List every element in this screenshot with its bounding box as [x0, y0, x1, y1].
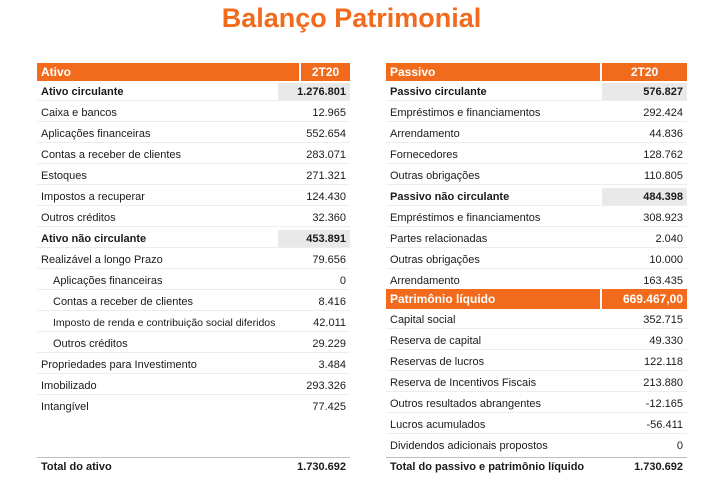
table-row: [37, 104, 350, 122]
passivo-table: [386, 63, 687, 478]
row-value-cell: [278, 377, 350, 394]
row-label: Contas a receber de clientes: [53, 296, 194, 308]
row-value: 49.330: [649, 335, 683, 347]
total-row: [386, 457, 687, 475]
row-value-cell: [278, 125, 350, 142]
row-label: Reserva de capital: [390, 335, 482, 347]
row-label: Arrendamento: [390, 275, 460, 287]
row-value-cell: [602, 83, 687, 100]
row-value: -56.411: [646, 419, 683, 431]
row-label: Realizável a longo Prazo: [41, 254, 163, 266]
ativo-header-period: 2T20: [311, 65, 340, 79]
table-row: [37, 146, 350, 164]
row-value-cell: [602, 209, 687, 226]
row-value: 213.880: [643, 377, 683, 389]
table-row: [386, 416, 687, 434]
row-label: Empréstimos e financiamentos: [390, 107, 541, 119]
row-value-cell: [602, 125, 687, 142]
row-value: 669.467,00: [622, 292, 683, 306]
row-value-cell: [602, 289, 687, 309]
row-label: Lucros acumulados: [390, 419, 486, 431]
row-label: Outros créditos: [41, 212, 116, 224]
row-label: Ativo circulante: [41, 86, 124, 98]
row-value-cell: [602, 272, 687, 289]
row-value: 32.360: [312, 212, 346, 224]
total-value-cell: [278, 458, 350, 475]
row-value-cell: [278, 335, 350, 352]
table-row: [37, 83, 350, 101]
table-row: [37, 188, 350, 206]
row-value: 163.435: [643, 275, 683, 287]
row-label: Partes relacionadas: [390, 233, 488, 245]
passivo-header-period-cell: [602, 63, 687, 81]
row-value: 10.000: [649, 254, 683, 266]
row-value: 3.484: [318, 359, 346, 371]
row-value-cell: [602, 353, 687, 370]
row-value-cell: [602, 311, 687, 328]
row-value: 0: [339, 275, 346, 287]
row-value: 8.416: [318, 296, 346, 308]
total-label: Total do passivo e patrimônio líquido: [390, 461, 585, 473]
row-value: 79.656: [312, 254, 346, 266]
total-value-cell: [602, 458, 687, 475]
passivo-header-period: 2T20: [630, 65, 659, 79]
row-value-cell: [602, 332, 687, 349]
table-row: [386, 230, 687, 248]
row-label: Outras obrigações: [390, 170, 480, 182]
table-row: [386, 125, 687, 143]
table-row: [37, 377, 350, 395]
row-label: Fornecedores: [390, 149, 458, 161]
row-label: Intangível: [41, 401, 89, 413]
ativo-header-period-cell: [301, 63, 350, 81]
row-value: 576.827: [643, 86, 683, 98]
row-value-cell: [602, 167, 687, 184]
row-label: Reservas de lucros: [390, 356, 485, 368]
table-row: [37, 209, 350, 227]
row-label: Dividendos adicionais propostos: [390, 440, 548, 452]
table-row: [386, 353, 687, 371]
row-value: 484.398: [643, 191, 683, 203]
row-value: 308.923: [643, 212, 683, 224]
passivo-header: [386, 63, 687, 81]
row-label: Imobilizado: [41, 380, 97, 392]
row-label: Aplicações financeiras: [41, 128, 151, 140]
row-value: 292.424: [643, 107, 683, 119]
table-row: [386, 251, 687, 269]
row-value-cell: [278, 251, 350, 268]
row-label: Passivo circulante: [390, 86, 487, 98]
row-value-cell: [278, 230, 350, 247]
row-value-cell: [602, 230, 687, 247]
row-value-cell: [278, 167, 350, 184]
table-row: [386, 146, 687, 164]
row-value: 29.229: [312, 338, 346, 350]
row-value: 12.965: [312, 107, 346, 119]
table-row: [386, 188, 687, 206]
table-row: [386, 395, 687, 413]
row-label: Outros resultados abrangentes: [390, 398, 542, 410]
row-value: 2.040: [655, 233, 683, 245]
patrimonio-liquido-header: [386, 289, 687, 309]
table-row: [386, 332, 687, 350]
row-label: Impostos a recuperar: [41, 191, 145, 203]
ativo-header-label: Ativo: [41, 65, 71, 79]
row-value: 42.011: [313, 317, 346, 329]
row-value: 128.762: [643, 149, 683, 161]
row-label: Propriedades para Investimento: [41, 359, 197, 371]
row-label: Outros créditos: [53, 338, 128, 350]
total-value: 1.730.692: [634, 461, 683, 473]
row-value: 283.071: [306, 149, 346, 161]
row-value-cell: [278, 272, 350, 289]
row-value-cell: [602, 104, 687, 121]
row-label: Passivo não circulante: [390, 191, 510, 203]
row-value: 1.276.801: [297, 86, 346, 98]
total-value: 1.730.692: [297, 461, 346, 473]
row-label: Capital social: [390, 314, 456, 326]
table-row: [386, 374, 687, 392]
row-label: Estoques: [41, 170, 87, 182]
table-row: [386, 83, 687, 101]
row-value-cell: [278, 146, 350, 163]
table-row: [386, 272, 687, 290]
passivo-header-label: Passivo: [390, 65, 436, 79]
row-value-cell: [278, 188, 350, 205]
row-value: 271.321: [306, 170, 346, 182]
row-value: 552.654: [306, 128, 346, 140]
table-row: [386, 209, 687, 227]
row-value: 0: [676, 440, 683, 452]
row-value: 77.425: [312, 401, 346, 413]
row-value-cell: [278, 293, 350, 310]
row-value: 124.430: [306, 191, 346, 203]
row-label: Caixa e bancos: [41, 107, 117, 119]
row-value-cell: [602, 395, 687, 412]
table-row: [386, 104, 687, 122]
row-value-cell: [602, 416, 687, 433]
row-value-cell: [602, 374, 687, 391]
table-row: [386, 311, 687, 329]
row-value-cell: [278, 104, 350, 121]
table-row: [37, 293, 350, 311]
row-value-cell: [278, 398, 350, 415]
row-value: 122.118: [644, 356, 683, 368]
table-row: [37, 251, 350, 269]
row-value: 352.715: [643, 314, 683, 326]
row-label: Contas a receber de clientes: [41, 149, 182, 161]
table-row: [37, 272, 350, 290]
row-value-cell: [278, 356, 350, 373]
row-value-cell: [278, 209, 350, 226]
table-row: [386, 167, 687, 185]
table-row: [37, 314, 350, 332]
table-row: [37, 398, 350, 416]
row-label: Reserva de Incentivos Fiscais: [390, 377, 537, 389]
row-value-cell: [602, 146, 687, 163]
row-label: Arrendamento: [390, 128, 460, 140]
row-value: -12.165: [645, 398, 683, 410]
table-row: [37, 125, 350, 143]
row-value: 293.326: [306, 380, 346, 392]
ativo-header: [37, 63, 350, 81]
row-label: Patrimônio líquido: [390, 292, 496, 306]
table-row: [37, 335, 350, 353]
row-value: 110.805: [644, 170, 683, 182]
row-value-cell: [602, 437, 687, 454]
page-title: Balanço Patrimonial: [221, 3, 482, 33]
row-value-cell: [602, 188, 687, 205]
total-row: [37, 457, 350, 475]
row-value-cell: [278, 314, 350, 331]
row-value: 44.836: [649, 128, 683, 140]
table-row: [37, 167, 350, 185]
row-label: Imposto de renda e contribuição social diferidos: [53, 317, 276, 329]
row-label: Outras obrigações: [390, 254, 480, 266]
row-value: 453.891: [306, 233, 346, 245]
row-label: Aplicações financeiras: [53, 275, 163, 287]
total-label: Total do ativo: [41, 461, 112, 473]
table-row: [37, 230, 350, 248]
table-row: [37, 356, 350, 374]
row-label: Ativo não circulante: [41, 233, 147, 245]
row-label: Empréstimos e financiamentos: [390, 212, 541, 224]
row-value-cell: [278, 83, 350, 100]
row-value-cell: [602, 251, 687, 268]
table-row: [386, 437, 687, 455]
ativo-table: [37, 63, 350, 478]
